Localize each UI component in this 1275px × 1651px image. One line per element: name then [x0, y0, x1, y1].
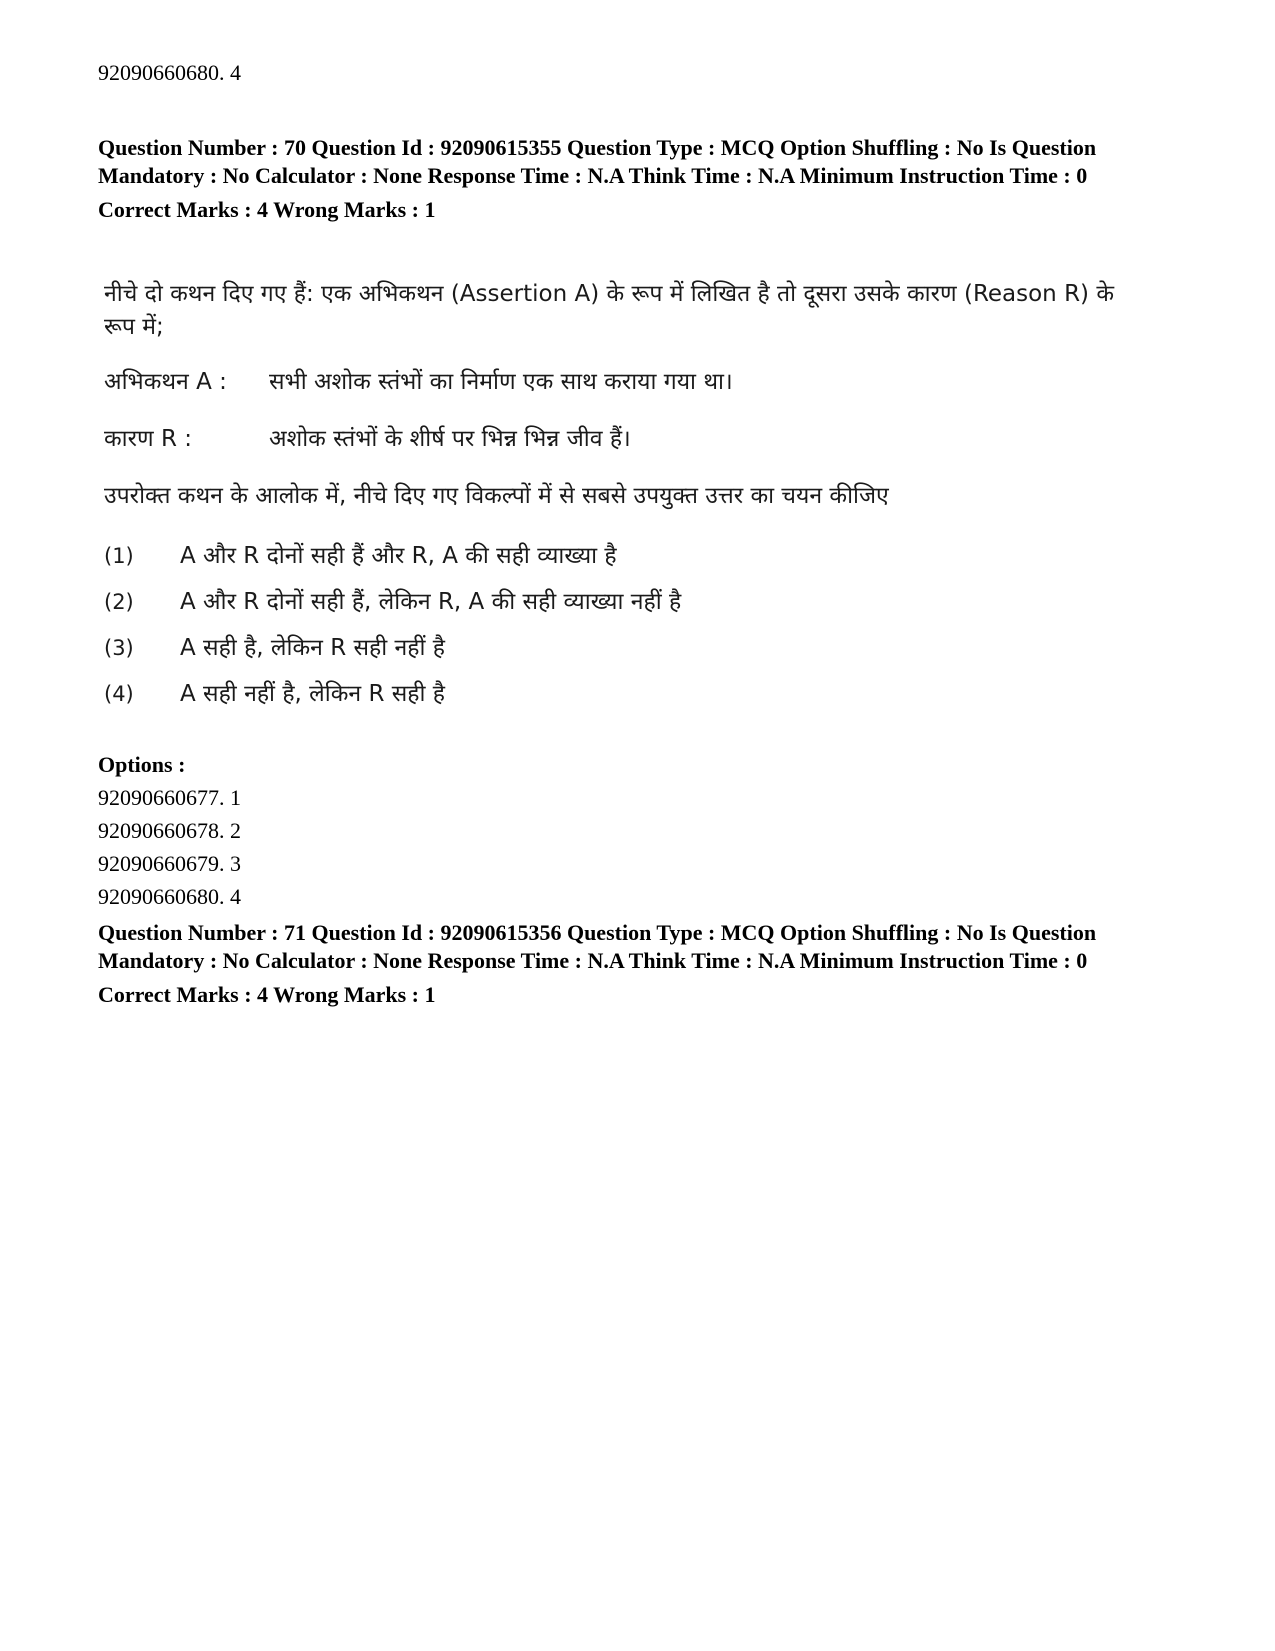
previous-answer-option: 92090660680. 4 — [98, 60, 241, 85]
question-70-marks: Correct Marks : 4 Wrong Marks : 1 — [98, 197, 436, 222]
question-70-header-block — [98, 134, 1198, 224]
reason-label: कारण R : — [104, 426, 193, 452]
question-71-header-block — [98, 919, 1198, 1009]
question-70-body — [104, 278, 1134, 717]
choice-text: A सही नहीं है, लेकिन R सही है — [180, 680, 445, 707]
choice-text: A सही है, लेकिन R सही नहीं है — [180, 634, 445, 661]
reason-statement — [104, 423, 1134, 456]
question-intro: नीचे दो कथन दिए गए हैं: एक अभिकथन (Assertion A) के रूप में लिखित है तो दूसरा उसके कारण (Reason R) के रूप में; — [104, 281, 1115, 340]
choice-number: (2) — [104, 589, 134, 614]
question-71-header: Question Number : 71 Question Id : 92090615356 Question Type : MCQ Option Shuffling : No Is Question Mandatory : No Calculator : None Response Time : N.A Think Time : N.A Minimum Instruction Time : 0 — [98, 920, 1097, 973]
question-70-header: Question Number : 70 Question Id : 92090615355 Question Type : MCQ Option Shuffling : No Is Question Mandatory : No Calculator : None Response Time : N.A Think Time : N.A Minimum Instruction Time : 0 — [98, 135, 1097, 188]
option-item: 92090660679. 3 — [98, 851, 241, 876]
assertion-label: अभिकथन A : — [104, 369, 227, 395]
question-instruction: उपरोक्त कथन के आलोक में, नीचे दिए गए विकल्पों में से सबसे उपयुक्त उत्तर का चयन कीजिए — [104, 483, 889, 509]
question-71-marks: Correct Marks : 4 Wrong Marks : 1 — [98, 982, 436, 1007]
reason-text: अशोक स्तंभों के शीर्ष पर भिन्न भिन्न जीव हैं। — [269, 426, 631, 452]
choice-number: (3) — [104, 635, 134, 660]
options-title: Options : — [98, 752, 186, 777]
assertion-text: सभी अशोक स्तंभों का निर्माण एक साथ कराया गया था। — [269, 369, 733, 395]
choice-number: (4) — [104, 681, 134, 706]
choice-text: A और R दोनों सही हैं, लेकिन R, A की सही व्याख्या नहीं है — [180, 588, 682, 615]
choice-item — [104, 625, 1134, 671]
choice-item — [104, 533, 1134, 579]
choice-item — [104, 579, 1134, 625]
choice-text: A और R दोनों सही हैं और R, A की सही व्याख्या है — [180, 542, 617, 569]
assertion-statement — [104, 366, 1134, 399]
option-item: 92090660680. 4 — [98, 884, 241, 909]
option-item: 92090660677. 1 — [98, 785, 241, 810]
choice-item — [104, 671, 1134, 717]
choice-number: (1) — [104, 543, 134, 568]
option-item: 92090660678. 2 — [98, 818, 241, 843]
question-70-options — [98, 748, 241, 913]
